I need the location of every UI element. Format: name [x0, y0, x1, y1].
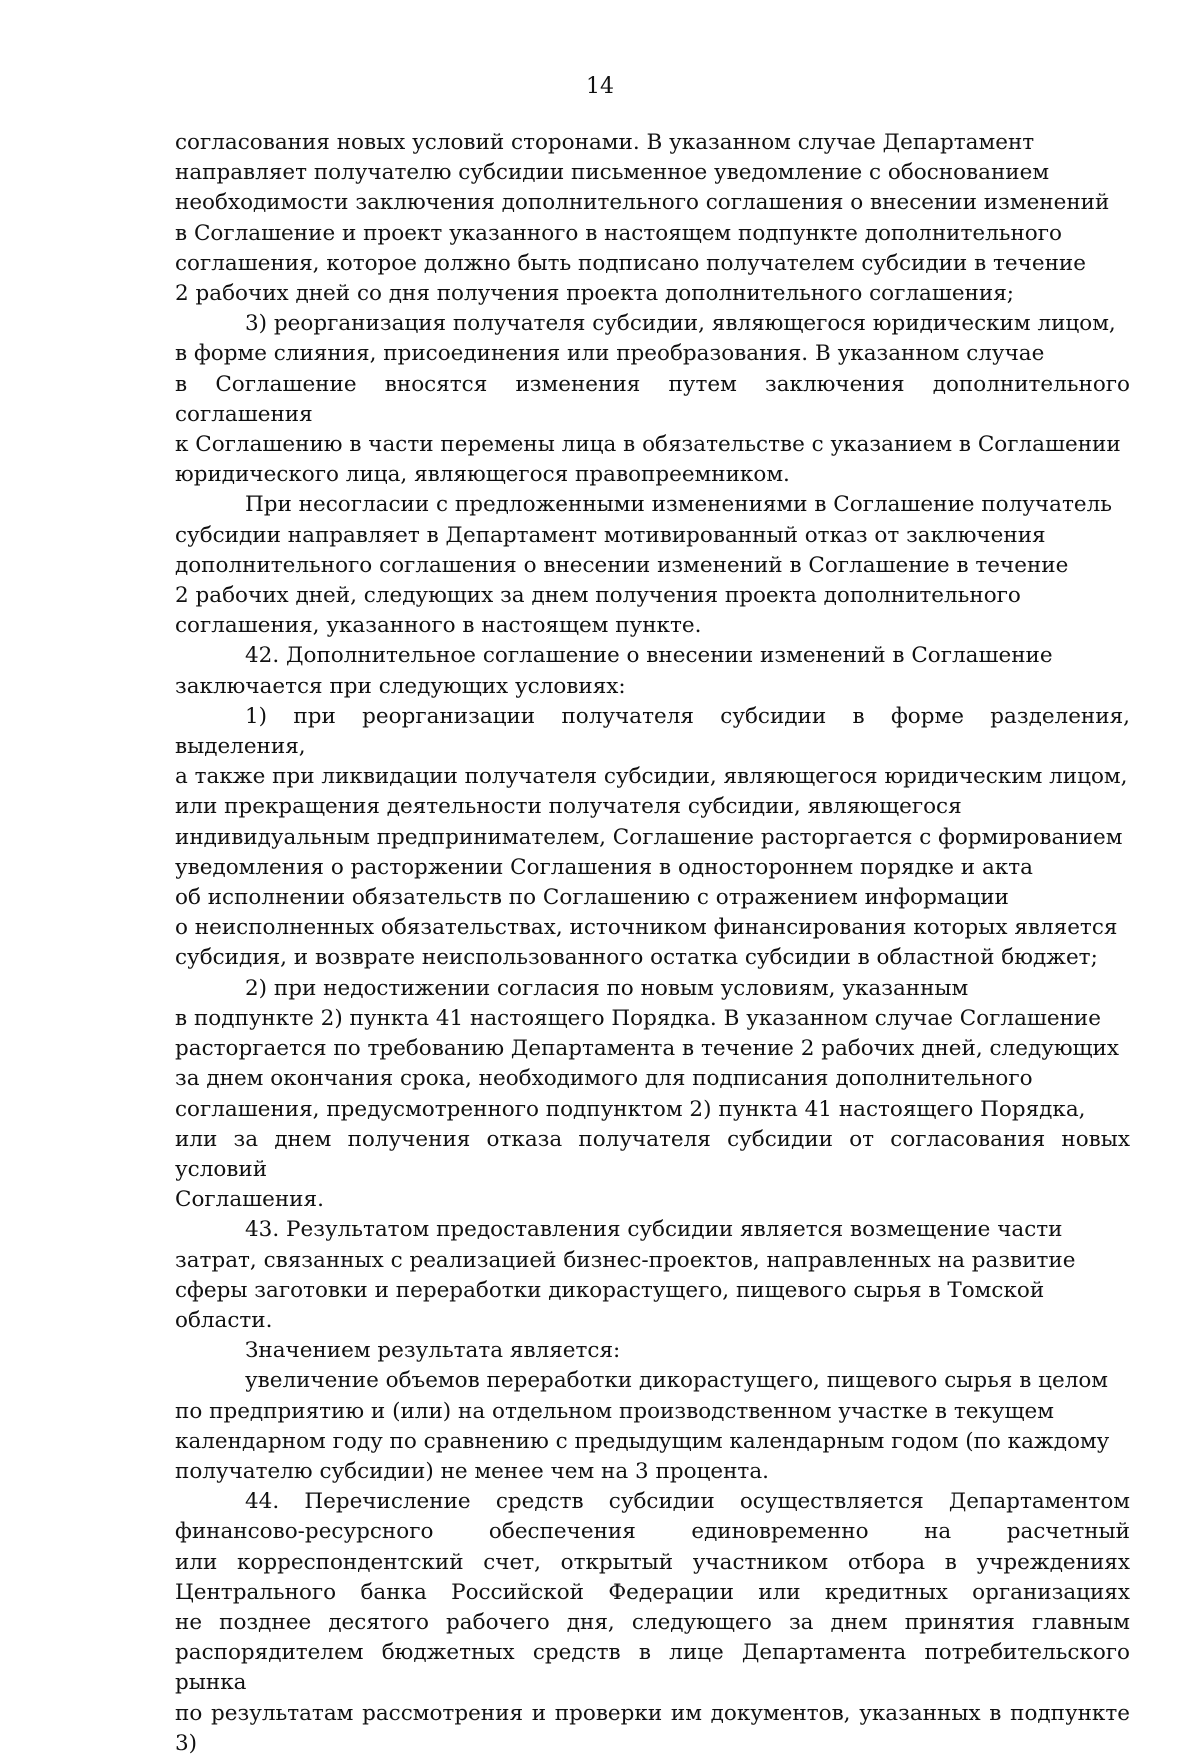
document-body	[175, 128, 1130, 1759]
paragraph-9: увеличение объемов переработки дикорастущего, пищевого сырья в целом по предприятию и (или) на отдельном производственном участке в текущем календарном году по сравнению с предыдущим календарным годом (по каждому получателю субсидии) не менее чем на 3 процента.	[175, 1368, 1110, 1484]
paragraph-6: 2) при недостижении согласия по новым условиям, указанным в подпункте 2) пункта 41 настоящего Порядка. В указанном случае Соглашение расторгается по требованию Департамента в течение 2 рабочих дней, следующих за днем окончания срока, необходимого для подписания дополнительного соглашения, предусмотренного подпунктом 2) пункта 41 настоящего Порядка, или за днем получения отказа получателя субсидии от согласования новых условий Соглашения.	[175, 975, 1130, 1213]
paragraph-4: 42. Дополнительное соглашение о внесении изменений в Соглашение заключается при следующих условиях:	[175, 643, 1053, 699]
paragraph-8: Значением результата является:	[245, 1338, 621, 1364]
paragraph-1: согласования новых условий сторонами. В указанном случае Департамент направляет получателю субсидии письменное уведомление с обоснованием необходимости заключения дополнительного соглашения о внесении изменений в Соглашение и проект указанного в настоящем подпункте дополнительного соглашения, которое должно быть подписано получателем субсидии в течение 2 рабочих дней со дня получения проекта дополнительного соглашения;	[175, 130, 1110, 307]
paragraph-7: 43. Результатом предоставления субсидии является возмещение части затрат, связанных с реализацией бизнес-проектов, направленных на развитие сферы заготовки и переработки дикорастущего, пищевого сырья в Томской области.	[175, 1217, 1076, 1333]
paragraph-10: 44. Перечисление средств субсидии осуществляется Департаментом финансово-ресурсного обеспечения единовременно на расчетный или корреспондентский счет, открытый участником отбора в учреждениях Центрального банка Российской Федерации или кредитных организациях не позднее десятого рабочего дня, следующего за днем принятия главным распорядителем бюджетных средств в лице Департамента потребительского рынка по результатам рассмотрения и проверки им документов, указанных в подпункте 3)	[175, 1489, 1130, 1756]
paragraph-3: При несогласии с предложенными изменениями в Соглашение получатель субсидии направляет в Департамент мотивированный отказ от заключения дополнительного соглашения о внесении изменений в Соглашение в течение 2 рабочих дней, следующих за днем получения проекта дополнительного соглашения, указанного в настоящем пункте.	[175, 492, 1112, 639]
paragraph-5: 1) при реорганизации получателя субсидии в форме разделения, выделения, а также при ликвидации получателя субсидии, являющегося юридическим лицом, или прекращения деятельности получателя субсидии, являющегося индивидуальным предпринимателем, Соглашение расторгается с формированием уведомления о расторжении Соглашения в одностороннем порядке и акта об исполнении обязательств по Соглашению с отражением информации о неисполненных обязательствах, источником финансирования которых является субсидия, и возврате неиспользованного остатка субсидии в областной бюджет;	[175, 703, 1130, 971]
paragraph-2: 3) реорганизация получателя субсидии, являющегося юридическим лицом, в форме слияния, присоединения или преобразования. В указанном случае в Соглашение вносятся изменения путем заключения дополнительного соглашения к Соглашению в части перемены лица в обязательстве с указанием в Соглашении юридического лица, являющегося правопреемником.	[175, 311, 1130, 488]
page-number: 14	[586, 74, 614, 99]
